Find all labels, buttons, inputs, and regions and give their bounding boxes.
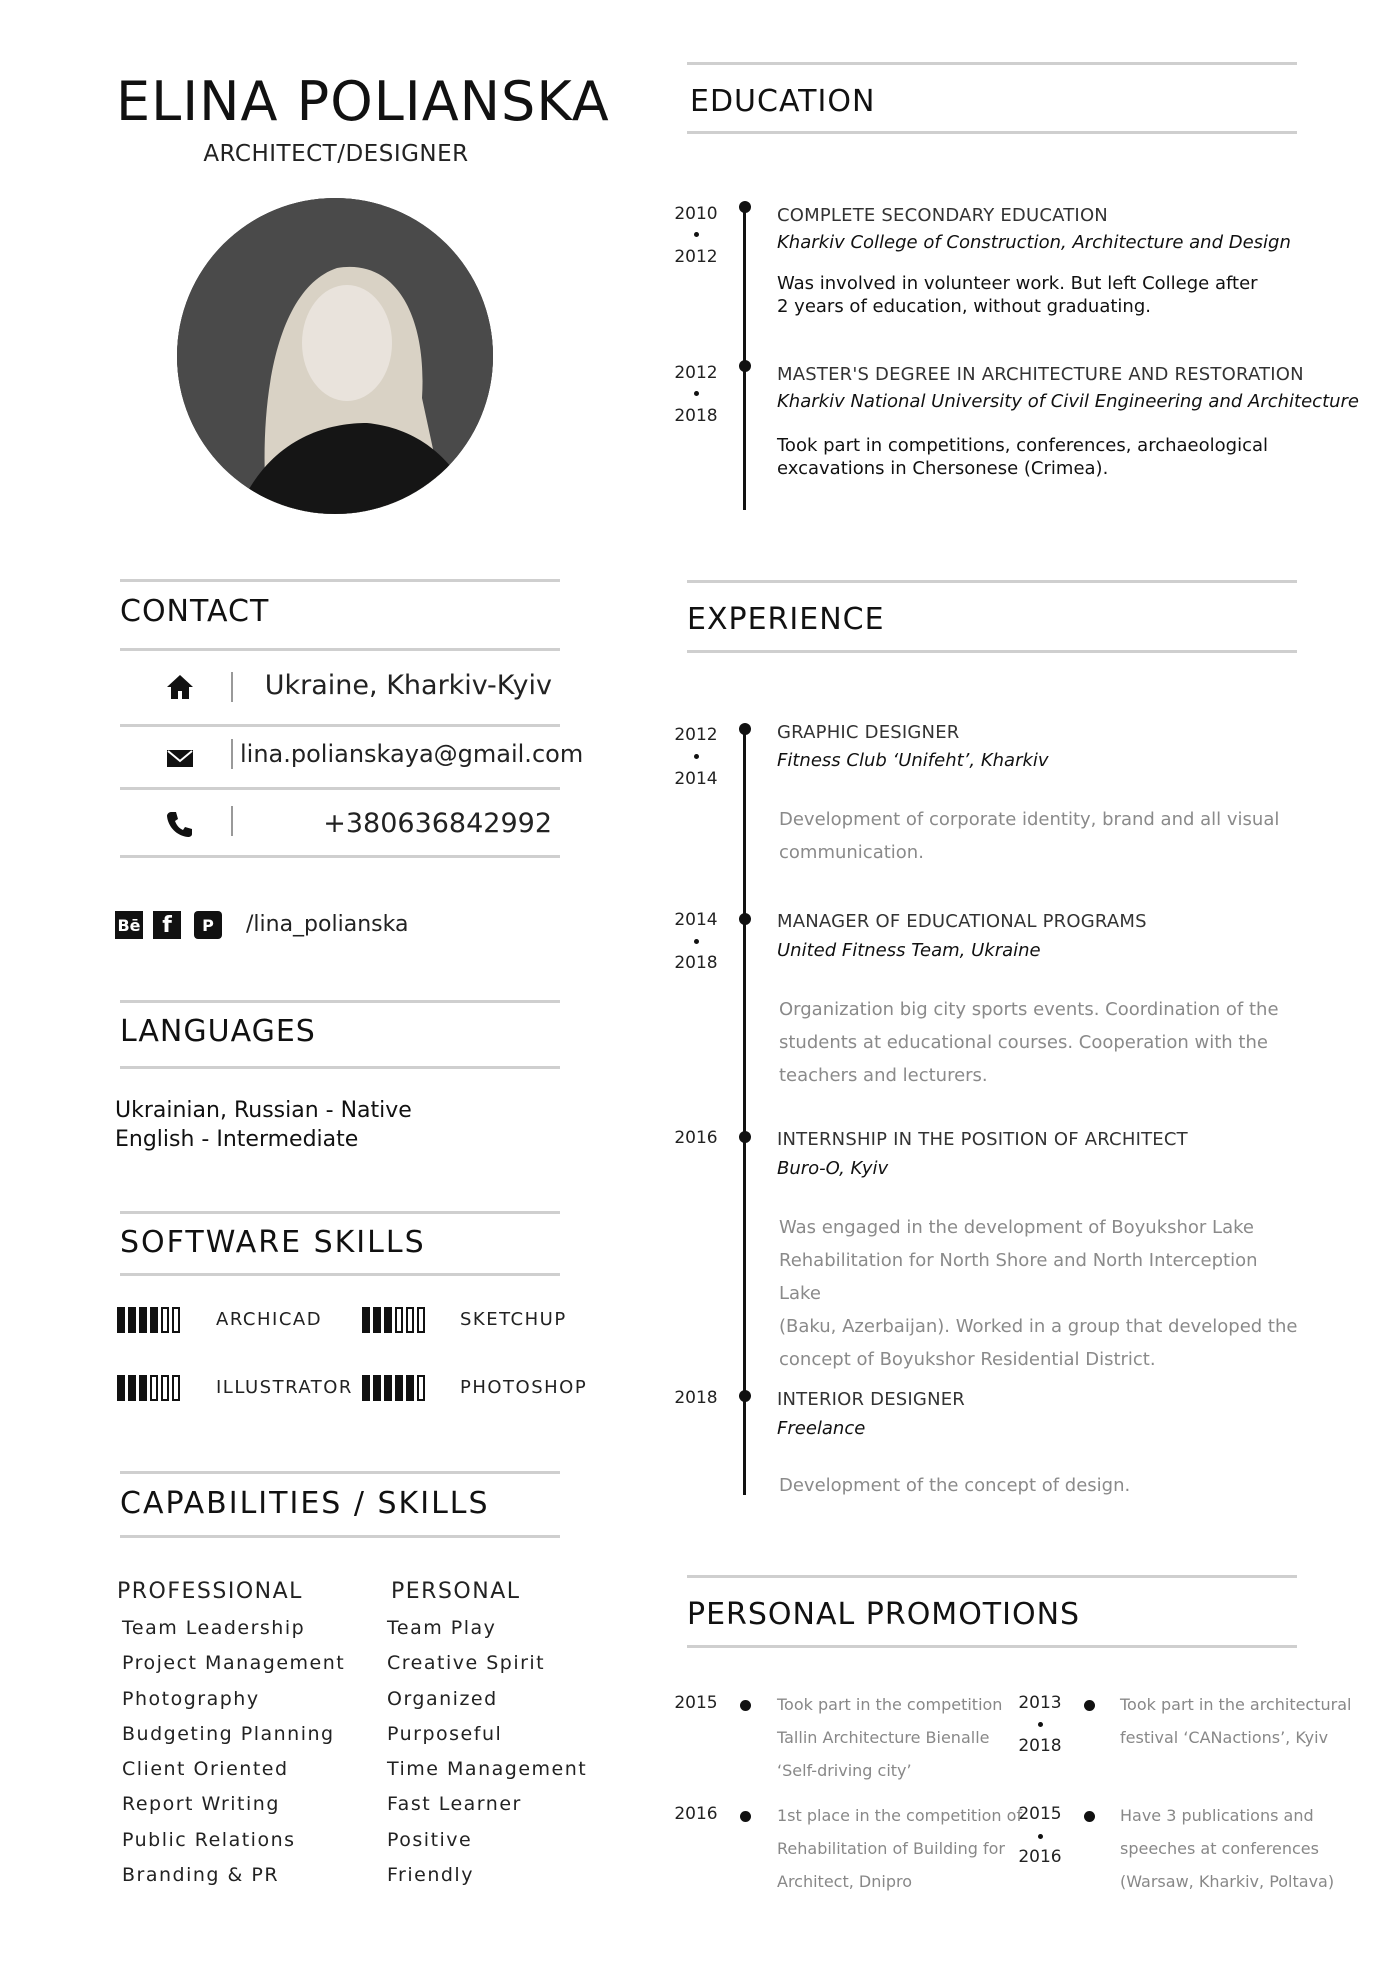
skill-name: ILLUSTRATOR	[216, 1377, 353, 1398]
personal-skill-item: Friendly	[387, 1864, 474, 1887]
personal-skill-item: Time Management	[387, 1758, 588, 1781]
skill-bar-filled	[117, 1375, 125, 1401]
skill-bar-filled	[117, 1307, 125, 1333]
exp-end-year: 2018	[674, 953, 718, 973]
edu-title: COMPLETE SECONDARY EDUCATION	[777, 205, 1108, 226]
behance-icon[interactable]: Bē	[115, 911, 143, 939]
skill-bar-empty	[172, 1307, 180, 1333]
skill-bar-filled	[406, 1375, 414, 1401]
home-icon	[165, 672, 195, 702]
professional-skill-item: Client Oriented	[122, 1758, 289, 1781]
personal-skill-item: Purposeful	[387, 1722, 503, 1745]
edu-desc: Was involved in volunteer work. But left College after	[777, 273, 1258, 294]
edu-start-year: 2010	[674, 204, 718, 224]
promo-year: 2018	[1018, 1736, 1062, 1756]
promo-dot	[740, 1811, 751, 1822]
skill-bar-empty	[172, 1375, 180, 1401]
skill-bars-illustrator	[117, 1375, 180, 1401]
skill-bar-empty	[161, 1375, 169, 1401]
professional-skill-item: Public Relations	[122, 1828, 296, 1851]
personal-list	[387, 1617, 587, 1899]
promo-year: 2016	[674, 1804, 718, 1824]
promotions-heading: PERSONAL PROMOTIONS	[687, 1597, 1081, 1632]
exp-place: Buro-O, Kyiv	[777, 1158, 889, 1179]
divider	[231, 739, 233, 769]
promo-text: Have 3 publications and speeches at conferences (Warsaw, Kharkiv, Poltava)	[1120, 1806, 1335, 1891]
personal-skill-item: Team Play	[387, 1617, 497, 1639]
skill-bar-filled	[362, 1307, 370, 1333]
exp-desc: Organization big city sports events. Coordination of the students at educational courses. Cooperation with the teachers and lecturers.	[779, 999, 1279, 1086]
skill-bars-photoshop	[362, 1375, 425, 1401]
timeline-dot	[739, 723, 751, 735]
skill-bar-filled	[139, 1307, 147, 1333]
timeline-dot	[739, 201, 751, 213]
exp-title: MANAGER OF EDUCATIONAL PROGRAMS	[777, 911, 1147, 932]
promo-dot	[1084, 1811, 1095, 1822]
promo-dot	[740, 1700, 751, 1711]
edu-start-year: 2012	[674, 363, 718, 383]
skill-bar-empty	[395, 1307, 403, 1333]
year-separator-dot	[1038, 1834, 1043, 1839]
edu-desc: 2 years of education, without graduating.	[777, 296, 1151, 317]
skill-bar-filled	[395, 1375, 403, 1401]
timeline-dot	[739, 1131, 751, 1143]
year-separator-dot	[694, 754, 699, 759]
contact-heading: CONTACT	[120, 594, 270, 629]
promo-text: 1st place in the competition of Rehabilitation of Building for Architect, Dnipro	[777, 1806, 1023, 1891]
skill-bar-filled	[373, 1307, 381, 1333]
contact-email[interactable]: lina.polianskaya@gmail.com	[240, 740, 584, 768]
year-separator-dot	[694, 939, 699, 944]
exp-place: Fitness Club ‘Unifeht’, Kharkiv	[777, 750, 1049, 771]
exp-desc: Was engaged in the development of Boyukshor Lake Rehabilitation for North Shore and North Interception Lake (Baku, Azerbaijan). Worked in a group that developed the concept of Boyukshor Residential District.	[779, 1217, 1298, 1370]
edu-place: Kharkiv National University of Civil Engineering and Architecture	[777, 391, 1360, 412]
personal-skill-item: Creative Spirit	[387, 1652, 546, 1675]
exp-end-year: 2014	[674, 769, 718, 789]
edu-desc: excavations in Chersonese (Crimea).	[777, 458, 1109, 479]
professional-heading: PROFESSIONAL	[117, 1579, 303, 1604]
profile-photo	[177, 198, 493, 514]
skill-name: PHOTOSHOP	[460, 1377, 588, 1398]
skill-bar-empty	[161, 1307, 169, 1333]
professional-skill-item: Photography	[122, 1687, 260, 1710]
pinterest-icon[interactable]: P	[194, 911, 222, 939]
skill-name: ARCHICAD	[216, 1309, 323, 1330]
professional-skill-item: Team Leadership	[122, 1617, 306, 1639]
professional-skill-item: Budgeting Planning	[122, 1722, 335, 1745]
experience-timeline	[743, 729, 746, 1495]
professional-skill-item: Branding & PR	[122, 1864, 280, 1887]
exp-place: Freelance	[777, 1418, 866, 1439]
education-heading: EDUCATION	[690, 84, 876, 119]
skill-bar-empty	[417, 1307, 425, 1333]
skill-bars-sketchup	[362, 1307, 425, 1333]
exp-title: INTERNSHIP IN THE POSITION OF ARCHITECT	[777, 1129, 1188, 1150]
language-line: Ukrainian, Russian - Native	[115, 1098, 412, 1123]
timeline-dot	[739, 1390, 751, 1402]
promo-text: Took part in the architectural festival ‘CANactions’, Kyiv	[1120, 1695, 1352, 1747]
skill-name: SKETCHUP	[460, 1309, 567, 1330]
exp-start-year: 2018	[674, 1388, 718, 1408]
exp-title: INTERIOR DESIGNER	[777, 1389, 966, 1410]
skill-bar-empty	[406, 1307, 414, 1333]
exp-desc: Development of the concept of design.	[779, 1475, 1131, 1496]
personal-skill-item: Positive	[387, 1828, 473, 1851]
exp-start-year: 2012	[674, 725, 718, 745]
skill-bar-filled	[384, 1375, 392, 1401]
skill-bar-empty	[417, 1375, 425, 1401]
timeline-dot	[739, 360, 751, 372]
skill-bar-filled	[373, 1375, 381, 1401]
promo-text: Took part in the competition Tallin Architecture Bienalle ‘Self-driving city’	[777, 1695, 1003, 1780]
promo-dot	[1084, 1700, 1095, 1711]
skill-bar-filled	[362, 1375, 370, 1401]
promo-year: 2016	[1018, 1847, 1062, 1867]
exp-start-year: 2014	[674, 910, 718, 930]
promo-year: 2013	[1018, 1693, 1062, 1713]
promo-year: 2015	[674, 1693, 718, 1713]
exp-desc: Development of corporate identity, brand and all visual communication.	[779, 809, 1280, 863]
personal-skill-item: Fast Learner	[387, 1793, 522, 1816]
divider	[231, 672, 233, 702]
social-handle[interactable]: /lina_polianska	[246, 912, 409, 937]
facebook-icon[interactable]: f	[153, 911, 181, 939]
experience-heading: EXPERIENCE	[687, 602, 885, 637]
contact-location: Ukraine, Kharkiv-Kyiv	[264, 670, 552, 701]
edu-end-year: 2018	[674, 406, 718, 426]
promo-year: 2015	[1018, 1804, 1062, 1824]
divider	[231, 806, 233, 836]
personal-heading: PERSONAL	[391, 1579, 521, 1604]
year-separator-dot	[694, 232, 699, 237]
contact-phone[interactable]: +380636842992	[323, 808, 552, 839]
skill-bar-filled	[128, 1375, 136, 1401]
software-heading: SOFTWARE SKILLS	[120, 1225, 426, 1260]
mail-icon	[165, 743, 195, 773]
person-role: ARCHITECT/DESIGNER	[203, 141, 469, 167]
timeline-dot	[739, 913, 751, 925]
languages-heading: LANGUAGES	[120, 1014, 316, 1049]
exp-start-year: 2016	[674, 1128, 718, 1148]
exp-title: GRAPHIC DESIGNER	[777, 722, 960, 743]
capabilities-heading: CAPABILITIES / SKILLS	[120, 1486, 490, 1521]
professional-skill-item: Report Writing	[122, 1793, 280, 1816]
personal-skill-item: Organized	[387, 1687, 498, 1710]
skill-bar-filled	[384, 1307, 392, 1333]
skill-bar-filled	[150, 1307, 158, 1333]
professional-skill-item: Project Management	[122, 1652, 346, 1675]
edu-desc: Took part in competitions, conferences, archaeological	[777, 435, 1269, 456]
language-line: English - Intermediate	[115, 1127, 359, 1152]
skill-bar-filled	[139, 1375, 147, 1401]
person-name: ELINA POLIANSKA	[116, 70, 610, 133]
professional-list	[122, 1617, 345, 1899]
edu-place: Kharkiv College of Construction, Architecture and Design	[777, 232, 1291, 253]
phone-icon	[165, 809, 195, 839]
skill-bar-filled	[128, 1307, 136, 1333]
year-separator-dot	[694, 391, 699, 396]
exp-place: United Fitness Team, Ukraine	[777, 940, 1041, 961]
skill-bars-archicad	[117, 1307, 180, 1333]
edu-end-year: 2012	[674, 247, 718, 267]
edu-title: MASTER'S DEGREE IN ARCHITECTURE AND RESTORATION	[777, 364, 1304, 385]
skill-bar-empty	[150, 1375, 158, 1401]
year-separator-dot	[1038, 1722, 1043, 1727]
